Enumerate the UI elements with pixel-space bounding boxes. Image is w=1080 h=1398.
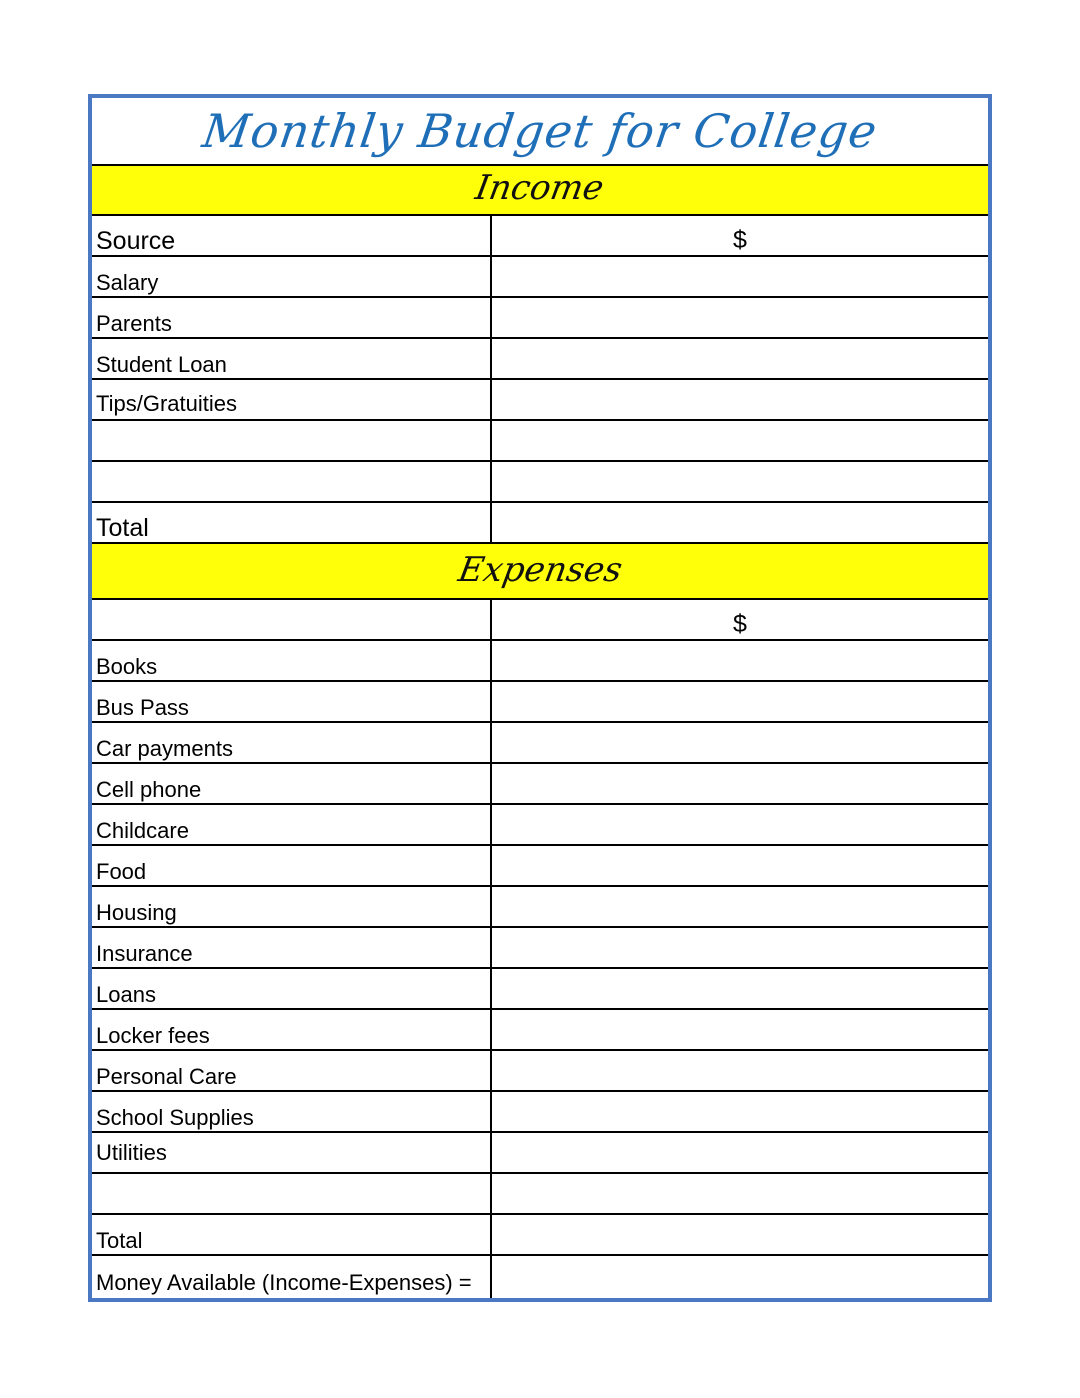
expense-row-car-payments xyxy=(92,723,988,764)
income-row-blank-1 xyxy=(92,421,988,462)
income-row-tips xyxy=(92,380,988,421)
expense-row-food xyxy=(92,846,988,887)
expense-row-label: School Supplies xyxy=(96,1105,254,1130)
expense-row-label: Bus Pass xyxy=(96,695,189,720)
expenses-total-label: Total xyxy=(96,1228,143,1253)
income-header-row xyxy=(92,216,988,257)
income-total-row xyxy=(92,503,988,544)
expense-amount-cell[interactable] xyxy=(490,846,988,885)
income-heading-band xyxy=(92,166,988,216)
expense-amount-cell[interactable] xyxy=(490,928,988,967)
income-amount-cell[interactable] xyxy=(490,257,988,296)
expense-row-label: Utilities xyxy=(96,1140,167,1165)
income-heading: Income xyxy=(472,168,608,208)
expense-row-label: Loans xyxy=(96,982,156,1007)
expense-row-label: Books xyxy=(96,654,158,679)
income-row-student-loan xyxy=(92,339,988,380)
expense-row-label: Locker fees xyxy=(96,1023,210,1048)
expense-row-label: Childcare xyxy=(96,818,189,843)
expense-row-blank xyxy=(92,1174,988,1215)
budget-sheet xyxy=(88,94,992,1302)
expense-row-cell-phone xyxy=(92,764,988,805)
income-amount-cell[interactable] xyxy=(490,421,988,460)
expense-row-label: Car payments xyxy=(96,736,233,761)
expenses-amount-header-cell xyxy=(490,600,988,639)
expense-row-housing xyxy=(92,887,988,928)
expense-row-utilities xyxy=(92,1133,988,1174)
income-row-label: Tips/Gratuities xyxy=(96,391,238,416)
expense-row-school-supplies xyxy=(92,1092,988,1133)
expense-amount-cell[interactable] xyxy=(490,641,988,680)
income-total-label: Total xyxy=(96,514,149,542)
page-title: Monthly Budget for College xyxy=(199,104,881,158)
income-dollar-header: $ xyxy=(733,226,747,254)
expense-row-bus-pass xyxy=(92,682,988,723)
expense-amount-cell[interactable] xyxy=(490,764,988,803)
expense-amount-cell[interactable] xyxy=(490,1174,988,1213)
money-available-label: Money Available (Income-Expenses) = xyxy=(96,1270,472,1295)
expense-row-personal-care xyxy=(92,1051,988,1092)
income-amount-cell[interactable] xyxy=(490,339,988,378)
income-amount-cell[interactable] xyxy=(490,380,988,419)
expense-amount-cell[interactable] xyxy=(490,1133,988,1172)
money-available-cell[interactable] xyxy=(490,1256,988,1298)
expense-amount-cell[interactable] xyxy=(490,682,988,721)
income-row-label: Student Loan xyxy=(96,352,227,377)
income-total-cell[interactable] xyxy=(490,503,988,542)
expense-row-loans xyxy=(92,969,988,1010)
income-row-label: Parents xyxy=(96,311,172,336)
expense-row-books xyxy=(92,641,988,682)
income-source-header: Source xyxy=(96,227,176,255)
income-row-blank-2 xyxy=(92,462,988,503)
income-amount-header-cell xyxy=(490,216,988,255)
title-row xyxy=(92,98,988,166)
expense-amount-cell[interactable] xyxy=(490,723,988,762)
expenses-dollar-header: $ xyxy=(733,610,747,638)
expenses-heading-band xyxy=(92,544,988,600)
expense-row-label: Food xyxy=(96,859,147,884)
income-amount-cell[interactable] xyxy=(490,462,988,501)
expense-row-label: Cell phone xyxy=(96,777,202,802)
expenses-header-row xyxy=(92,600,988,641)
expense-row-label: Housing xyxy=(96,900,177,925)
income-amount-cell[interactable] xyxy=(490,298,988,337)
expense-amount-cell[interactable] xyxy=(490,887,988,926)
income-row-salary xyxy=(92,257,988,298)
income-row-label: Salary xyxy=(96,270,159,295)
income-row-parents xyxy=(92,298,988,339)
expense-amount-cell[interactable] xyxy=(490,1092,988,1131)
expense-row-label: Insurance xyxy=(96,941,193,966)
money-available-row xyxy=(92,1256,988,1298)
expenses-heading: Expenses xyxy=(455,550,625,590)
expense-row-insurance xyxy=(92,928,988,969)
expense-amount-cell[interactable] xyxy=(490,969,988,1008)
expenses-total-cell[interactable] xyxy=(490,1215,988,1254)
expense-amount-cell[interactable] xyxy=(490,805,988,844)
expense-amount-cell[interactable] xyxy=(490,1010,988,1049)
expense-row-childcare xyxy=(92,805,988,846)
expenses-total-row xyxy=(92,1215,988,1256)
expense-amount-cell[interactable] xyxy=(490,1051,988,1090)
expense-row-label: Personal Care xyxy=(96,1064,237,1089)
expense-row-locker-fees xyxy=(92,1010,988,1051)
